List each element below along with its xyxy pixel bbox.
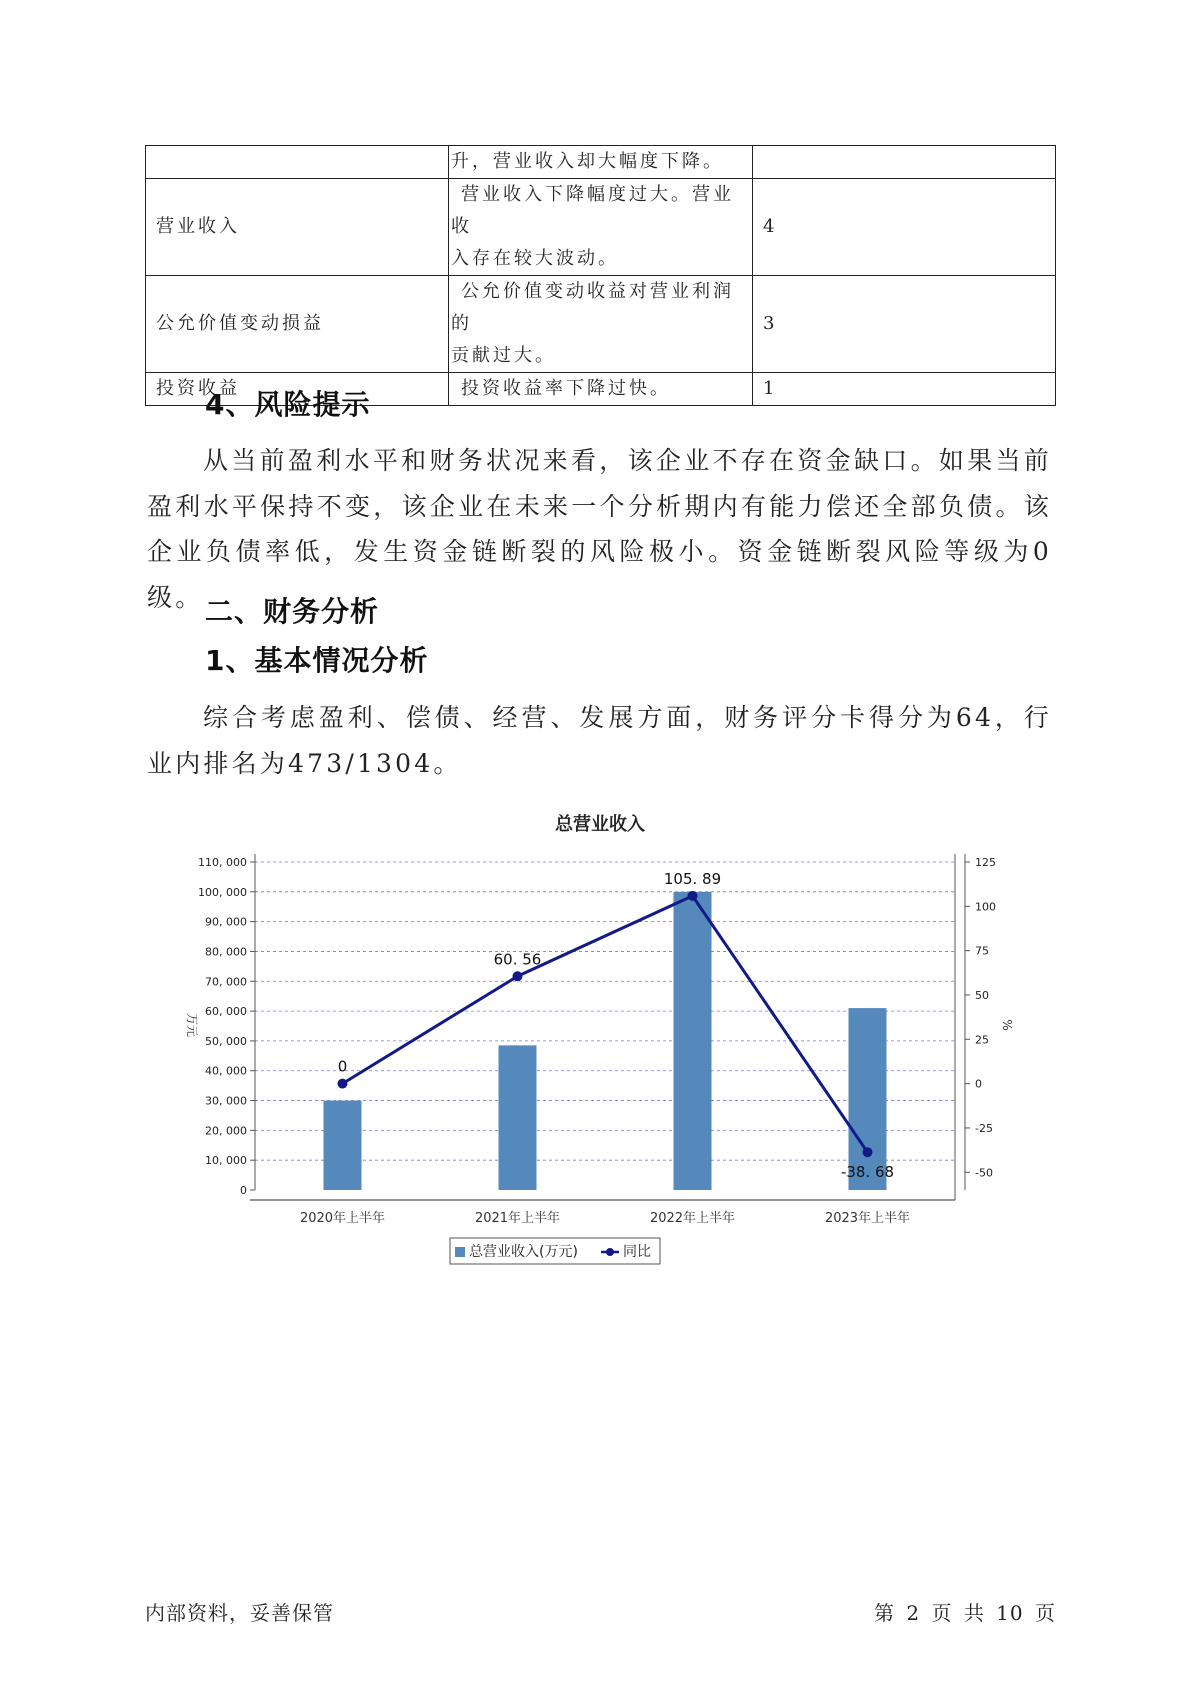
risk-desc: 升，营业收入却大幅度下降。 [449, 146, 753, 179]
risk-desc-line: 公允价值变动收益对营业利润的 [451, 281, 734, 334]
risk-desc-line: 投资收益率下降过快。 [461, 378, 671, 399]
y-tick-label: 90, 000 [205, 915, 247, 929]
y2-tick-label: 100 [975, 900, 996, 914]
yoy-point [513, 971, 523, 981]
section-heading-risk: 4、风险提示 [205, 388, 371, 421]
finance-paragraph: 综合考虑盈利、偿债、经营、发展方面，财务评分卡得分为64，行业内排名为473/1304。 [147, 703, 1052, 778]
revenue-bar [324, 1101, 362, 1190]
revenue-chart-svg [150, 800, 1030, 1270]
x-tick-label: 2022年上半年 [649, 1211, 736, 1226]
risk-name: 营业收入 [146, 179, 449, 276]
y-tick-label: 40, 000 [205, 1064, 247, 1078]
footer-confidential: 内部资料，妥善保管 [145, 1601, 334, 1625]
risk-desc-line: 营业收入下降幅度过大。营业收 [451, 184, 734, 237]
yoy-data-label: 60. 56 [493, 950, 542, 969]
revenue-bar [499, 1045, 537, 1190]
y2-axis-label: % [1000, 1019, 1014, 1031]
x-tick-label: 2021年上半年 [474, 1211, 561, 1226]
risk-desc [449, 179, 753, 276]
subsection-heading-basic: 1、基本情况分析 [205, 644, 429, 677]
y-tick-label: 60, 000 [205, 1005, 247, 1019]
risk-name [146, 146, 449, 179]
legend-line-marker [606, 1248, 614, 1256]
y-tick-label: 110, 000 [198, 856, 247, 869]
legend-bar-swatch [455, 1247, 465, 1257]
table-row [146, 179, 1056, 276]
yoy-point [863, 1147, 873, 1157]
risk-desc-line: 入存在较大波动。 [451, 248, 619, 269]
section-heading-finance: 二、财务分析 [205, 595, 380, 628]
risk-desc [449, 276, 753, 373]
y-axis-label: 万元 [185, 1012, 199, 1038]
risk-score: 4 [753, 179, 1056, 276]
y2-tick-label: 25 [975, 1033, 989, 1047]
y2-tick-label: 0 [975, 1077, 982, 1091]
y-tick-label: 70, 000 [205, 975, 247, 989]
legend-line-label: 同比 [623, 1244, 651, 1260]
yoy-data-label: 0 [337, 1057, 348, 1076]
y2-tick-label: 50 [975, 988, 989, 1002]
footer-page-number: 第 2 页 共 10 页 [874, 1601, 1056, 1625]
x-tick-label: 2020年上半年 [299, 1211, 386, 1226]
yoy-point [338, 1079, 348, 1089]
table-row [146, 146, 1056, 179]
y2-tick-label: 125 [975, 856, 996, 869]
y-tick-label: 80, 000 [205, 945, 247, 959]
x-tick-label: 2023年上半年 [824, 1211, 911, 1226]
y-tick-label: 0 [240, 1184, 247, 1197]
y2-tick-label: -50 [975, 1166, 993, 1180]
risk-desc [449, 373, 753, 406]
risk-name: 投资收益 [146, 373, 449, 406]
risk-score: 1 [753, 373, 1056, 406]
table-row [146, 276, 1056, 373]
risk-table [145, 145, 1056, 406]
risk-name: 公允价值变动损益 [146, 276, 449, 373]
risk-score [753, 146, 1056, 179]
risk-score: 3 [753, 276, 1056, 373]
legend-bar-label: 总营业收入(万元) [469, 1244, 578, 1260]
y2-tick-label: -25 [975, 1121, 993, 1135]
y-tick-label: 30, 000 [205, 1094, 247, 1108]
y-tick-label: 50, 000 [205, 1034, 247, 1048]
yoy-point [688, 891, 698, 901]
yoy-data-label: -38. 68 [840, 1163, 895, 1182]
revenue-chart [150, 800, 1030, 1270]
revenue-bar [674, 892, 712, 1190]
y-tick-label: 100, 000 [198, 885, 247, 899]
risk-desc-line: 贡献过大。 [451, 345, 556, 366]
chart-title: 总营业收入 [555, 814, 645, 835]
yoy-line [343, 896, 868, 1152]
yoy-data-label: 105. 89 [663, 869, 722, 888]
y-tick-label: 20, 000 [205, 1124, 247, 1138]
risk-paragraph: 从当前盈利水平和财务状况来看，该企业不存在资金缺口。如果当前盈利水平保持不变，该企业在未来一个分析期内有能力偿还全部负债。该企业负债率低，发生资金链断裂的风险极小。资金链断裂风险等级为0级。 [147, 446, 1052, 612]
y2-tick-label: 75 [975, 944, 989, 958]
y-tick-label: 10, 000 [205, 1154, 247, 1168]
